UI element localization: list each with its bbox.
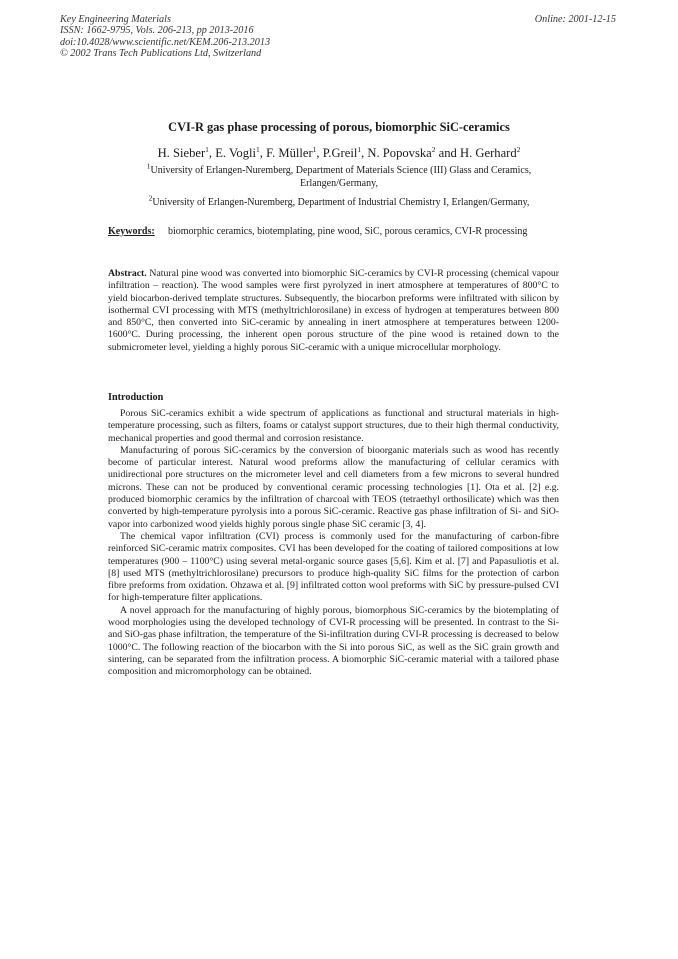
introduction-heading: Introduction	[108, 392, 164, 403]
paragraph: A novel approach for the manufacturing of highly porous, biomorphous SiC-ceramics by the biotemplating of wood morphologies using the developed technology of CVI-R processing will be presented. In contrast to the Si- and SiO-gas phase infiltration, the temperature of the Si-infiltration during CVI-R processing is decreased to below 1000°C. The following reaction of the biocarbon with the Si into porous SiC, as well as the SiC grain growth and sintering, can be separated from the infiltration process. A biomorphic SiC-ceramic material with a tailored phase composition and micromorphology can be obtained.	[108, 604, 559, 678]
author-affiliation-mark: 1	[256, 144, 260, 154]
abstract	[108, 268, 559, 354]
author-affiliation-mark: 1	[357, 144, 362, 154]
online-date: Online: 2001-12-15	[534, 14, 616, 25]
affiliation-text: University of Erlangen-Nuremberg, Department of Materials Science (III) Glass and Ceramics, Erlangen/Germany,	[150, 165, 532, 189]
affiliation-text: University of Erlangen-Nuremberg, Department of Industrial Chemistry I, Erlangen/Germany,	[152, 197, 530, 208]
introduction-body	[108, 408, 559, 679]
author-name: E. Vogli	[215, 146, 257, 160]
issn-line: ISSN: 1662-9795, Vols. 206-213, pp 2013-2016	[60, 25, 254, 37]
paper-title: CVI-R gas phase processing of porous, biomorphic SiC-ceramics	[168, 120, 510, 134]
paragraph: Porous SiC-ceramics exhibit a wide spectrum of applications as functional and structural materials in high-temperature processing, such as filters, foams or catalyst support structures, due to their high thermal conductivity, mechanical properties and good thermal and corrosion resistance.	[108, 408, 559, 444]
doi-line: doi:10.4028/www.scientific.net/KEM.206-213.2013	[60, 36, 271, 48]
author-name: N. Popovska	[367, 146, 432, 160]
author-affiliation-mark: 2	[431, 144, 436, 154]
paragraph: The chemical vapor infiltration (CVI) process is commonly used for the manufacturing of carbon-fibre reinforced SiC-ceramic matrix composites. CVI has been developed for the coating of tailored compositions at low temperatures (900 – 1100°C) using several metal-organic source gases [5,6]. Kim et al. [7] and Papasuliotis et al. [8] used MTS (methyltrichlorosilane) precursors to produce high-quality SiC films for the protection of carbon fibre preforms from oxidation. Ohzawa et al. [9] infiltrated cotton wool preforms with SiC by pressure-pulsed CVI for high-temperature filter applications.	[108, 530, 559, 604]
keywords-block	[108, 225, 560, 238]
affiliation-mark: 2	[148, 193, 153, 203]
author-name: P.Greil	[322, 146, 358, 160]
journal-name: Key Engineering Materials	[60, 14, 171, 25]
affiliation-mark: 1	[146, 161, 151, 171]
journal-header	[60, 14, 270, 60]
author-name: F. Müller	[266, 146, 313, 160]
affiliation-1	[130, 161, 548, 190]
keywords-text: biomorphic ceramics, biotemplating, pine wood, SiC, porous ceramics, CVI-R processing	[168, 226, 528, 237]
abstract-label: Abstract.	[108, 268, 147, 279]
author-affiliation-mark: 2	[516, 144, 521, 154]
copyright-line: © 2002 Trans Tech Publications Ltd, Switzerland	[60, 48, 262, 60]
abstract-text: Natural pine wood was converted into biomorphic SiC-ceramics by CVI-R processing (chemical vapour infiltration – reaction). The wood samples were first pyrolyzed in inert atmosphere at temperatures of 800°C to yield biocarbon-derived template structures. Subsequently, the biocarbon preforms were infiltrated with silicon by isothermal CVI processing with MTS (methyltrichlorosilane) in excess of hydrogen at temperatures between 800 and 850°C, then converted into SiC-ceramic by annealing in inert atmosphere at temperatures between 1200-1600°C. During processing, the inherent open porous structure of the pine wood is retained down to the submicrometer level, yielding a highly porous SiC-ceramic with a unique microcellular morphology.	[108, 268, 560, 353]
author-affiliation-mark: 1	[205, 144, 209, 154]
author-name: H. Sieber	[157, 146, 206, 160]
keywords-label: Keywords:	[108, 226, 155, 237]
paragraph: Manufacturing of porous SiC-ceramics by the conversion of bioorganic materials such as wood has recently become of particular interest. Natural wood preforms allow the manufacturing of cellular ceramics with unidirectional pore structures on the micrometer level and cell diameters from a few microns to several hundred microns. These can not be produced by conventional ceramic processing technologies [1]. Ota et al. [2] e.g. produced biomorphic ceramics by the infiltration of charcoal with TEOS (tetraethyl orthosilicate) which was then converted by high-temperature pyrolysis into a porous SiC-ceramic. Reactive gas phase infiltration of Si- and SiO-vapor into carbonized wood yields highly porous single phase SiC ceramic [3, 4].	[108, 444, 559, 530]
affiliation-2	[130, 193, 548, 210]
author-affiliation-mark: 1	[312, 144, 317, 154]
author-name: H. Gerhard	[460, 146, 517, 160]
author-list: H. Sieber$^1$, E. Vogli$^1$, F. Müller$^1$, P.Greil$^1$, N. Popovska$^2$ and H. Gerhard$^2$	[157, 144, 521, 160]
